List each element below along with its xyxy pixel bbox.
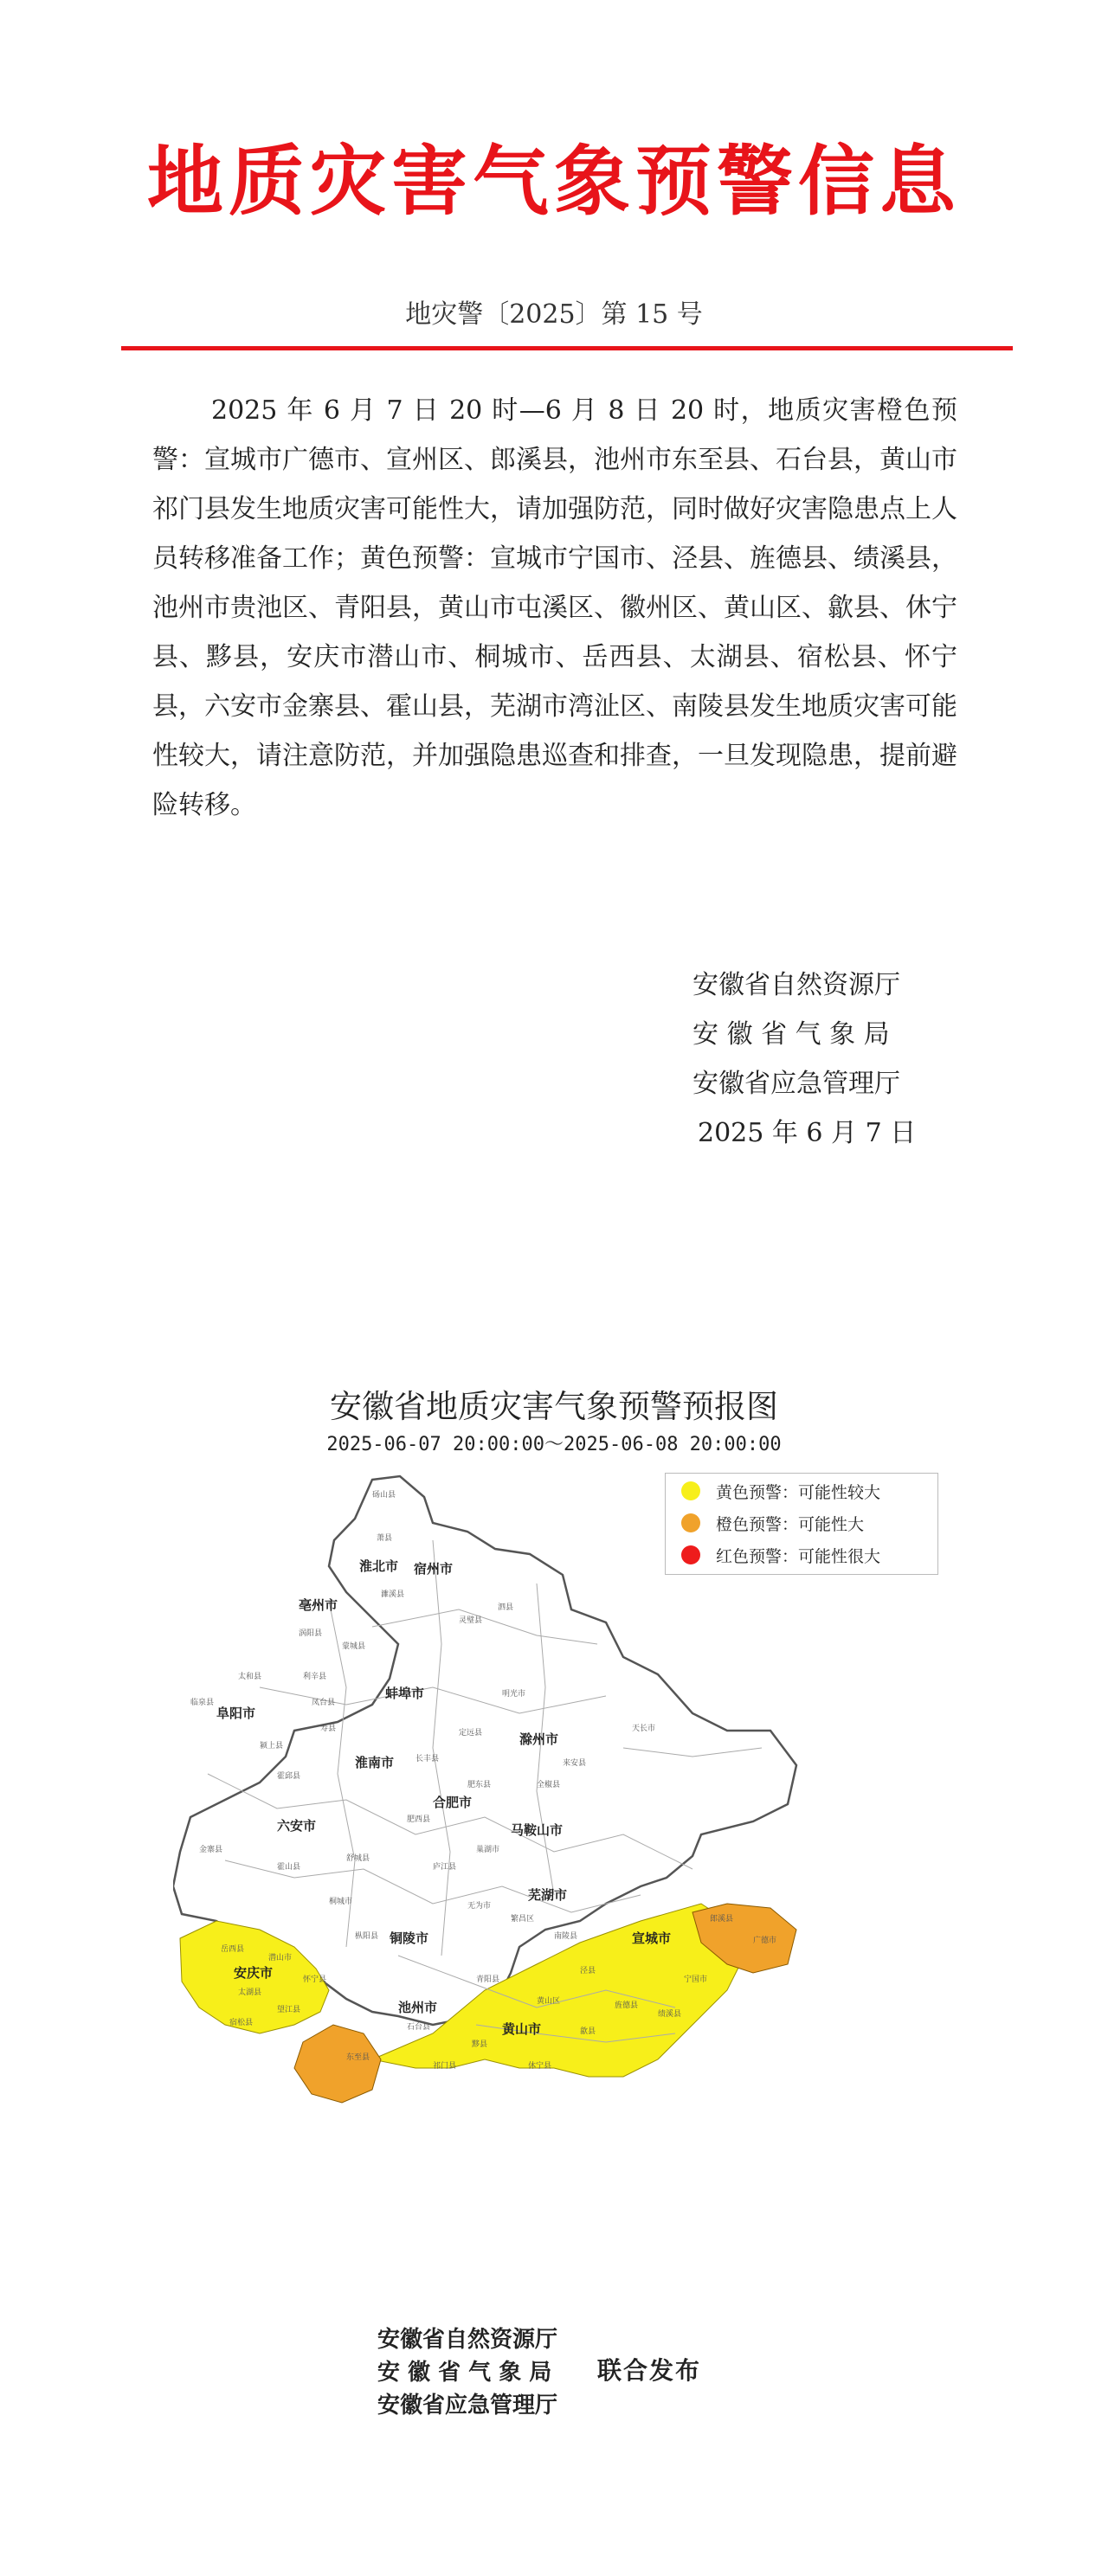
map-period: 2025-06-07 20:00:00～2025-06-08 20:00:00 <box>326 1434 782 1455</box>
county-label: 岳西县 <box>221 1945 245 1954</box>
city-label: 淮南市 <box>355 1755 395 1770</box>
legend-label: 橙色预警：可能性大 <box>716 1514 865 1534</box>
county-label: 天长市 <box>632 1725 656 1733</box>
publisher-org: 安徽省自然资源厅 <box>377 2327 558 2353</box>
county-label: 庐江县 <box>433 1863 457 1872</box>
legend-label: 红色预警：可能性很大 <box>716 1546 881 1566</box>
county-label: 利辛县 <box>303 1673 327 1681</box>
county-label: 舒城县 <box>346 1854 370 1863</box>
anhui-warning-map <box>173 1471 935 2302</box>
map-legend <box>665 1473 938 1575</box>
county-label: 泗县 <box>498 1603 514 1612</box>
legend-label: 黄色预警：可能性较大 <box>716 1482 881 1502</box>
county-label: 桐城市 <box>329 1898 353 1906</box>
county-label: 黟县 <box>472 2040 488 2049</box>
county-label: 东至县 <box>346 2053 370 2062</box>
warning-body: 2025 年 6 月 7 日 20 时—6 月 8 日 20 时，地质灾害橙色预警：宣城市广德市、宣州区、郎溪县，池州市东至县、石台县，黄山市祁门县发生地质灾害可能性大，请加强防范，同时做好灾害隐患点上人员转移准备工作；黄色预警：宣城市宁国市、泾县、旌德县、绩溪县，池州市贵池区、青阳县，黄山市屯溪区、徽州区、黄山区、歙县、休宁县、黟县，安庆市潜山市、桐城市、岳西县、太湖县、宿松县、怀宁县，六安市金寨县、霍山县，芜湖市湾沚区、南陵县发生地质灾害可能性较大，请注意防范，并加强隐患巡查和排查，一旦发现隐患，提前避险转移。 <box>152 395 957 820</box>
county-label: 砀山县 <box>372 1491 396 1500</box>
publisher-org: 安 徽 省 气 象 局 <box>377 2360 552 2386</box>
county-label: 绩溪县 <box>658 2010 682 2019</box>
county-label: 来安县 <box>563 1759 587 1768</box>
city-label: 宿州市 <box>414 1561 454 1577</box>
county-label: 霍山县 <box>277 1863 301 1872</box>
city-label: 芜湖市 <box>528 1887 568 1903</box>
city-label: 铜陵市 <box>390 1930 429 1946</box>
legend-item-orange <box>666 1508 937 1538</box>
county-label: 灵璧县 <box>459 1616 483 1625</box>
city-label: 蚌埠市 <box>385 1686 425 1701</box>
county-label: 青阳县 <box>476 1975 500 1984</box>
city-label: 安庆市 <box>234 1965 274 1981</box>
county-label: 郎溪县 <box>710 1915 734 1924</box>
city-label: 淮北市 <box>359 1558 399 1574</box>
county-label: 泾县 <box>580 1967 596 1975</box>
yellow-dot-icon <box>681 1481 700 1500</box>
county-label: 霍邱县 <box>277 1772 301 1781</box>
legend-item-yellow <box>666 1476 937 1506</box>
county-label: 寿县 <box>320 1725 337 1733</box>
orange-zone-southwest <box>294 2025 381 2103</box>
county-label: 萧县 <box>377 1534 393 1543</box>
county-label: 金寨县 <box>199 1846 223 1854</box>
county-label: 休宁县 <box>528 2062 552 2071</box>
county-label: 繁昌区 <box>511 1915 535 1924</box>
county-label: 太湖县 <box>238 1988 262 1997</box>
county-label: 石台县 <box>407 2023 431 2032</box>
county-label: 宁国市 <box>684 1975 708 1984</box>
joint-release-label: 联合发布 <box>597 2356 702 2385</box>
document-date: 2025 年 6 月 7 日 <box>698 1118 917 1148</box>
county-label: 旌德县 <box>615 2001 639 2010</box>
signatory-meteorology: 安 徽 省 气 象 局 <box>692 1019 890 1050</box>
legend-item-red <box>666 1540 937 1570</box>
county-label: 南陵县 <box>554 1932 578 1941</box>
county-label: 全椒县 <box>537 1781 561 1789</box>
city-label: 阜阳市 <box>216 1706 256 1721</box>
county-label: 定远县 <box>459 1729 483 1738</box>
county-label: 祁门县 <box>433 2062 457 2071</box>
signatory-emergency: 安徽省应急管理厅 <box>692 1069 900 1099</box>
city-label: 黄山市 <box>502 2021 542 2037</box>
document-title: 地质灾害气象预警信息 <box>146 136 961 226</box>
county-label: 濉溪县 <box>381 1590 405 1599</box>
county-label: 怀宁县 <box>303 1975 327 1984</box>
county-label: 无为市 <box>467 1902 492 1911</box>
county-label: 明光市 <box>502 1690 526 1699</box>
red-divider <box>121 346 1013 350</box>
orange-dot-icon <box>681 1513 700 1532</box>
document-number: 地灾警〔2025〕第 15 号 <box>405 299 703 330</box>
city-label: 池州市 <box>398 2000 438 2015</box>
county-label: 宿松县 <box>229 2019 254 2027</box>
city-label: 马鞍山市 <box>511 1822 564 1838</box>
city-label: 滁州市 <box>519 1731 559 1747</box>
publisher-block <box>377 2323 557 2422</box>
signature-block <box>692 960 970 1158</box>
city-label: 亳州市 <box>299 1597 338 1613</box>
city-label: 六安市 <box>277 1818 317 1834</box>
county-label: 凤台县 <box>312 1699 336 1707</box>
county-label: 蒙城县 <box>342 1642 366 1651</box>
city-label: 宣城市 <box>632 1930 672 1946</box>
county-label: 歙县 <box>580 2027 596 2036</box>
signatory-natural-resources: 安徽省自然资源厅 <box>692 970 900 1000</box>
county-label: 颍上县 <box>260 1742 284 1751</box>
county-label: 巢湖市 <box>476 1846 500 1854</box>
county-label: 肥东县 <box>467 1781 492 1789</box>
county-label: 枞阳县 <box>355 1932 379 1941</box>
county-label: 临泉县 <box>190 1699 215 1707</box>
county-label: 太和县 <box>238 1673 262 1681</box>
county-label: 潜山市 <box>268 1954 293 1963</box>
county-label: 长丰县 <box>416 1755 440 1763</box>
city-label: 合肥市 <box>433 1795 473 1810</box>
map-title: 安徽省地质灾害气象预警预报图 <box>330 1388 778 1425</box>
publisher-org: 安徽省应急管理厅 <box>377 2393 558 2419</box>
red-dot-icon <box>681 1545 700 1564</box>
county-label: 望江县 <box>277 2006 301 2014</box>
county-label: 涡阳县 <box>299 1629 323 1638</box>
county-label: 肥西县 <box>407 1815 431 1824</box>
county-label: 广德市 <box>753 1937 777 1945</box>
county-label: 黄山区 <box>537 1997 561 2006</box>
